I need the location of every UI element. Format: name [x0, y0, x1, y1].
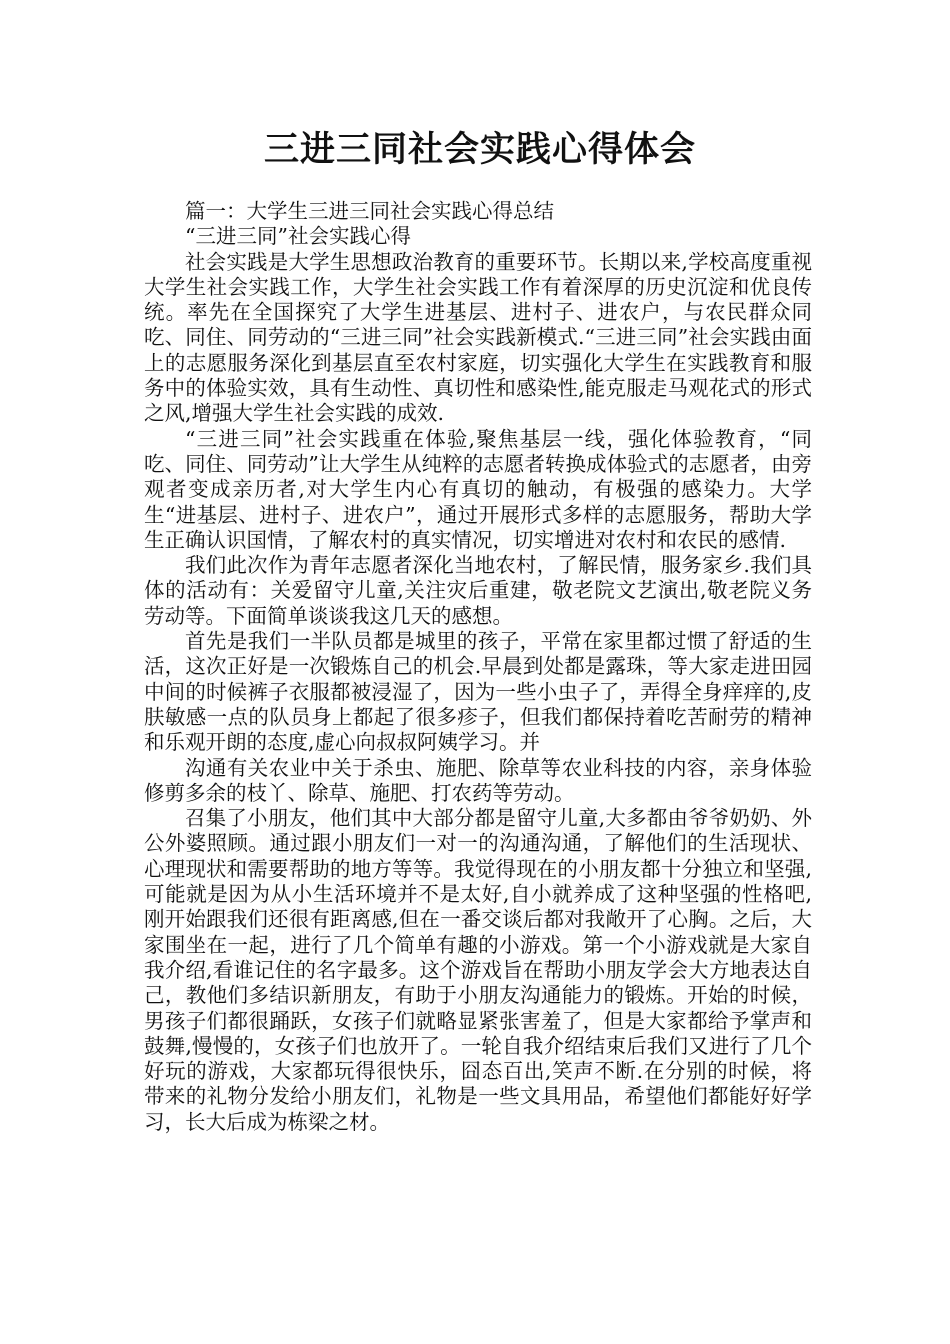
document-title: 三进三同社会实践心得体会: [263, 129, 696, 170]
paragraph: 社会实践是大学生思想政治教育的重要环节。长期以来,学校高度重视大学生社会实践工作，大学生社会实践工作有着深厚的历史沉淀和优良传统。率先在全国探究了大学生进基层、进村子、进农户，与农民群众同吃、同住、同劳动的“三进三同”社会实践新模式.“三进三同”社会实践由面上的志愿服务深化到基层直至农村家庭，切实强化大学生在实践教育和服务中的体验实效，具有生动性、真切性和感染性,能克服走马观花式的形式之风,增强大学生社会实践的成效.: [144, 249, 812, 426]
subtitle: “三进三同”社会实践心得: [185, 224, 411, 249]
section-heading: 篇一：大学生三进三同社会实践心得总结: [185, 199, 554, 223]
paragraph: “三进三同”社会实践重在体验,聚焦基层一线，强化体验教育，“同吃、同住、同劳动”让大学生从纯粹的志愿者转换成体验式的志愿者，由旁观者变成亲历者,对大学生内心有真切的触动，有极强的感染力。大学生“进基层、进村子、进农户”，通过开展形式多样的志愿服务，帮助大学生正确认识国情，了解农村的真实情况，切实增进对农村和农民的感情.: [144, 426, 812, 552]
paragraph: 召集了小朋友，他们其中大部分都是留守儿童,大多都由爷爷奶奶、外公外婆照顾。通过跟小朋友们一对一的沟通沟通，了解他们的生活现状、心理现状和需要帮助的地方等等。我觉得现在的小朋友都十分独立和坚强,可能就是因为从小生活环境并不是太好,自小就养成了这种坚强的性格吧,刚开始跟我们还很有距离感,但在一番交谈后都对我敞开了心胸。之后，大家围坐在一起，进行了几个简单有趣的小游戏。第一个小游戏就是大家自我介绍,看谁记住的名字最多。这个游戏旨在帮助小朋友学会大方地表达自己，教他们多结识新朋友，有助于小朋友沟通能力的锻炼。开始的时候，男孩子们都很踊跃，女孩子们就略显紧张害羞了，但是大家都给予掌声和鼓舞,慢慢的，女孩子们也放开了。一轮自我介绍结束后我们又进行了几个好玩的游戏，大家都玩得很快乐，囧态百出,笑声不断.在分别的时候，将带来的礼物分发给小朋友们，礼物是一些文具用品，希望他们都能好好学习，长大后成为栋梁之材。: [144, 806, 812, 1134]
document-body: [144, 199, 812, 1135]
paragraph: 沟通有关农业中关于杀虫、施肥、除草等农业科技的内容，亲身体验修剪多余的枝丫、除草、施肥、打农药等劳动。: [144, 755, 812, 805]
paragraph: 我们此次作为青年志愿者深化当地农村，了解民情，服务家乡.我们具体的活动有：关爱留守儿童,关注灾后重建，敬老院文艺演出,敬老院义务劳动等。下面简单谈谈我这几天的感想。: [144, 553, 812, 628]
paragraph: 首先是我们一半队员都是城里的孩子，平常在家里都过惯了舒适的生活，这次正好是一次锻炼自己的机会.早晨到处都是露珠，等大家走进田园中间的时候裤子衣服都被浸湿了，因为一些小虫子了，弄得全身痒痒的,皮肤敏感一点的队员身上都起了很多疹子，但我们都保持着吃苦耐劳的精神和乐观开朗的态度,虚心向叔叔阿姨学习。并: [144, 629, 812, 755]
